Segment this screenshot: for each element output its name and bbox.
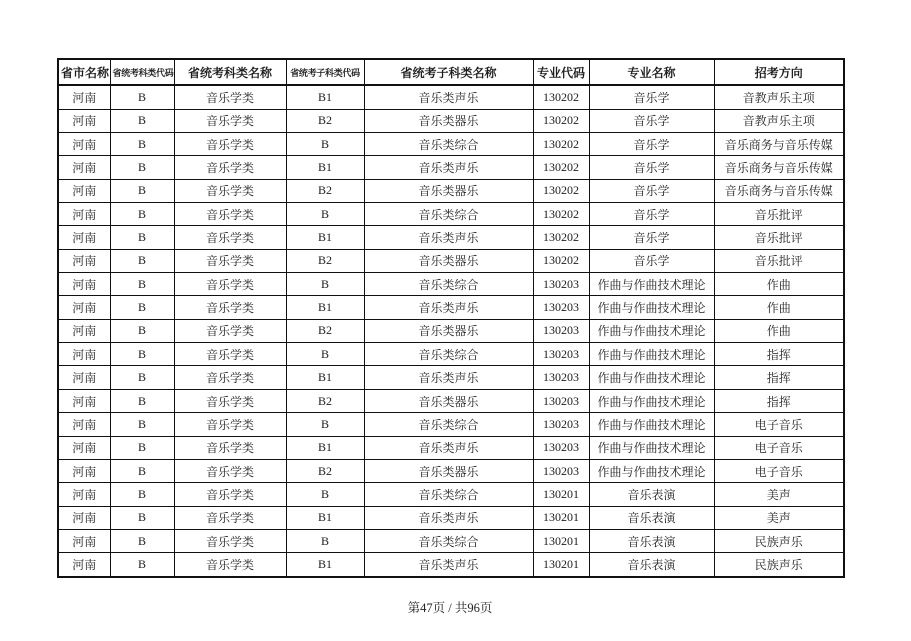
table-cell: 音乐类器乐 — [364, 249, 533, 272]
table-cell: 130201 — [533, 529, 589, 552]
table-cell: 音乐批评 — [714, 202, 844, 225]
table-cell: B1 — [286, 436, 364, 459]
table-cell: 河南 — [58, 436, 110, 459]
table-cell: 河南 — [58, 319, 110, 342]
table-cell: 作曲与作曲技术理论 — [589, 296, 714, 319]
table-cell: 音乐学类 — [174, 156, 286, 179]
table-cell: B — [110, 506, 174, 529]
table-cell: 音乐学类 — [174, 389, 286, 412]
table-row — [58, 319, 844, 342]
table-cell: B2 — [286, 179, 364, 202]
table-cell: 音乐类器乐 — [364, 109, 533, 132]
table-cell: 音乐商务与音乐传媒 — [714, 179, 844, 202]
table-cell: B — [286, 483, 364, 506]
table-row — [58, 389, 844, 412]
header-cell: 专业名称 — [589, 59, 714, 85]
table-row — [58, 179, 844, 202]
table-cell: 音乐批评 — [714, 249, 844, 272]
table-cell: 130202 — [533, 249, 589, 272]
table-cell: 130201 — [533, 483, 589, 506]
table-cell: 作曲与作曲技术理论 — [589, 413, 714, 436]
table-cell: 音乐类器乐 — [364, 459, 533, 482]
table-cell: 音乐学类 — [174, 413, 286, 436]
table-cell: 音乐学 — [589, 132, 714, 155]
table-cell: 音乐学 — [589, 85, 714, 109]
table-cell: 音乐类综合 — [364, 529, 533, 552]
table-cell: 作曲与作曲技术理论 — [589, 389, 714, 412]
table-cell: 音乐批评 — [714, 226, 844, 249]
table-cell: 音乐类器乐 — [364, 389, 533, 412]
table-cell: 音乐学类 — [174, 202, 286, 225]
table-body — [58, 85, 844, 577]
table-cell: 130203 — [533, 366, 589, 389]
table-cell: 音乐类综合 — [364, 273, 533, 296]
table-cell: 作曲 — [714, 296, 844, 319]
table-cell: 音乐学类 — [174, 85, 286, 109]
table-cell: 河南 — [58, 529, 110, 552]
table-cell: B — [110, 459, 174, 482]
table-row — [58, 226, 844, 249]
table-row — [58, 366, 844, 389]
table-cell: 音乐类器乐 — [364, 179, 533, 202]
table-cell: 130203 — [533, 389, 589, 412]
table-cell: 130202 — [533, 226, 589, 249]
table-cell: 河南 — [58, 389, 110, 412]
table-cell: 130203 — [533, 343, 589, 366]
table-cell: 130203 — [533, 436, 589, 459]
table-cell: 音教声乐主项 — [714, 109, 844, 132]
table-cell: 音乐类声乐 — [364, 553, 533, 577]
table-cell: B — [110, 389, 174, 412]
table-cell: 河南 — [58, 179, 110, 202]
table-row — [58, 343, 844, 366]
table-cell: 130201 — [533, 553, 589, 577]
table-cell: B — [110, 529, 174, 552]
table-cell: 130203 — [533, 296, 589, 319]
table-cell: 指挥 — [714, 366, 844, 389]
table-cell: B2 — [286, 319, 364, 342]
table-cell: 音乐学类 — [174, 506, 286, 529]
table-cell: 河南 — [58, 506, 110, 529]
header-cell: 省统考子科类代码 — [286, 59, 364, 85]
table-head — [58, 59, 844, 85]
table-cell: 河南 — [58, 249, 110, 272]
table-cell: 音乐学类 — [174, 296, 286, 319]
table-cell: 音乐类声乐 — [364, 436, 533, 459]
admissions-table — [57, 58, 845, 578]
table-cell: 河南 — [58, 273, 110, 296]
table-cell: 河南 — [58, 156, 110, 179]
table-cell: 河南 — [58, 413, 110, 436]
table-cell: B2 — [286, 249, 364, 272]
table-cell: 作曲与作曲技术理论 — [589, 366, 714, 389]
table-cell: 音乐学类 — [174, 459, 286, 482]
table-cell: B — [286, 273, 364, 296]
table-cell: B — [286, 132, 364, 155]
table-cell: 指挥 — [714, 343, 844, 366]
table-cell: 音乐类声乐 — [364, 506, 533, 529]
table-cell: B — [110, 366, 174, 389]
table-cell: 河南 — [58, 366, 110, 389]
table-cell: 河南 — [58, 202, 110, 225]
table-cell: 音乐学 — [589, 226, 714, 249]
table-row — [58, 459, 844, 482]
table-cell: 指挥 — [714, 389, 844, 412]
table-cell: 音乐表演 — [589, 506, 714, 529]
table-cell: 音乐表演 — [589, 483, 714, 506]
table-cell: 音乐学 — [589, 202, 714, 225]
table-cell: 河南 — [58, 85, 110, 109]
table-cell: 河南 — [58, 226, 110, 249]
table-cell: 音乐类综合 — [364, 483, 533, 506]
table-cell: 作曲 — [714, 273, 844, 296]
table-cell: B2 — [286, 109, 364, 132]
table-cell: 电子音乐 — [714, 413, 844, 436]
table-cell: B — [110, 273, 174, 296]
table-cell: 民族声乐 — [714, 553, 844, 577]
table-cell: 音乐学 — [589, 109, 714, 132]
table-cell: 音乐学类 — [174, 436, 286, 459]
table-cell: 130202 — [533, 85, 589, 109]
table-cell: B — [286, 202, 364, 225]
table-cell: 作曲与作曲技术理论 — [589, 343, 714, 366]
table-cell: 130202 — [533, 109, 589, 132]
table-cell: B — [110, 249, 174, 272]
table-row — [58, 436, 844, 459]
table-cell: 作曲与作曲技术理论 — [589, 319, 714, 342]
table-cell: 音乐学 — [589, 179, 714, 202]
table-cell: 音乐学类 — [174, 343, 286, 366]
table-cell: B — [110, 319, 174, 342]
table-row — [58, 553, 844, 577]
table-cell: 民族声乐 — [714, 529, 844, 552]
table-cell: B — [110, 343, 174, 366]
table-row — [58, 413, 844, 436]
table-cell: 音乐学类 — [174, 179, 286, 202]
table-cell: 音乐学类 — [174, 553, 286, 577]
table-cell: 音乐表演 — [589, 529, 714, 552]
header-cell: 省市名称 — [58, 59, 110, 85]
table-cell: B1 — [286, 226, 364, 249]
table-cell: 130202 — [533, 132, 589, 155]
table-cell: 音乐类综合 — [364, 413, 533, 436]
table-cell: 音乐类器乐 — [364, 319, 533, 342]
table-cell: 河南 — [58, 343, 110, 366]
table-cell: 音乐学类 — [174, 483, 286, 506]
table-cell: B — [110, 413, 174, 436]
table-row — [58, 296, 844, 319]
header-cell: 省统考科类代码 — [110, 59, 174, 85]
table-cell: 音乐商务与音乐传媒 — [714, 156, 844, 179]
table-cell: 130202 — [533, 202, 589, 225]
table-cell: 音乐学 — [589, 249, 714, 272]
table-cell: 河南 — [58, 483, 110, 506]
table-cell: 音乐学类 — [174, 366, 286, 389]
table-cell: B — [110, 179, 174, 202]
table-cell: B — [110, 156, 174, 179]
table-cell: 音乐类声乐 — [364, 296, 533, 319]
table-row — [58, 202, 844, 225]
table-cell: 音乐类综合 — [364, 132, 533, 155]
table-cell: B — [110, 132, 174, 155]
table-cell: 电子音乐 — [714, 459, 844, 482]
table-cell: 130203 — [533, 273, 589, 296]
table-cell: B — [110, 202, 174, 225]
table-cell: 河南 — [58, 296, 110, 319]
table-cell: 美声 — [714, 506, 844, 529]
table-cell: 音乐类声乐 — [364, 85, 533, 109]
table-cell: B — [110, 296, 174, 319]
table-cell: B — [286, 413, 364, 436]
table-cell: B1 — [286, 366, 364, 389]
table-cell: 河南 — [58, 109, 110, 132]
table-cell: 音乐商务与音乐传媒 — [714, 132, 844, 155]
header-cell: 专业代码 — [533, 59, 589, 85]
table-row — [58, 273, 844, 296]
table-row — [58, 85, 844, 109]
table-cell: 音乐表演 — [589, 553, 714, 577]
table-row — [58, 483, 844, 506]
table-cell: 音乐学类 — [174, 319, 286, 342]
table-cell: 音乐学类 — [174, 132, 286, 155]
table-header-row — [58, 59, 844, 85]
table-cell: 音乐类综合 — [364, 202, 533, 225]
table-row — [58, 249, 844, 272]
table-row — [58, 109, 844, 132]
table-cell: 音乐类综合 — [364, 343, 533, 366]
table-cell: 130203 — [533, 459, 589, 482]
table-cell: 音乐学类 — [174, 109, 286, 132]
table-cell: B1 — [286, 553, 364, 577]
table-row — [58, 506, 844, 529]
table-cell: 作曲与作曲技术理论 — [589, 273, 714, 296]
table-cell: 音乐学类 — [174, 249, 286, 272]
table-cell: B1 — [286, 506, 364, 529]
table-cell: 河南 — [58, 553, 110, 577]
table-cell: B — [286, 343, 364, 366]
table-cell: B — [286, 529, 364, 552]
table-cell: B — [110, 483, 174, 506]
table-cell: B — [110, 109, 174, 132]
table-cell: 130203 — [533, 413, 589, 436]
table-cell: 130202 — [533, 156, 589, 179]
table-cell: 河南 — [58, 459, 110, 482]
table-cell: B — [110, 226, 174, 249]
table-cell: 音乐学 — [589, 156, 714, 179]
table-cell: 河南 — [58, 132, 110, 155]
table-cell: B2 — [286, 459, 364, 482]
table-cell: 音乐学类 — [174, 226, 286, 249]
table-cell: B1 — [286, 156, 364, 179]
table-row — [58, 156, 844, 179]
table-cell: B2 — [286, 389, 364, 412]
table-cell: B — [110, 553, 174, 577]
table-cell: 音教声乐主项 — [714, 85, 844, 109]
table-cell: 音乐类声乐 — [364, 156, 533, 179]
table-cell: 音乐学类 — [174, 273, 286, 296]
table-cell: 音乐类声乐 — [364, 226, 533, 249]
header-cell: 招考方向 — [714, 59, 844, 85]
table-cell: 电子音乐 — [714, 436, 844, 459]
table-cell: 130202 — [533, 179, 589, 202]
table-cell: 音乐类声乐 — [364, 366, 533, 389]
table-cell: 130201 — [533, 506, 589, 529]
page-number: 第47页 / 共96页 — [407, 601, 493, 615]
header-cell: 省统考子科类名称 — [364, 59, 533, 85]
table-cell: B1 — [286, 296, 364, 319]
table-cell: 作曲与作曲技术理论 — [589, 459, 714, 482]
table-cell: 美声 — [714, 483, 844, 506]
header-cell: 省统考科类名称 — [174, 59, 286, 85]
table-row — [58, 132, 844, 155]
table-cell: B1 — [286, 85, 364, 109]
table-row — [58, 529, 844, 552]
table-cell: 作曲与作曲技术理论 — [589, 436, 714, 459]
table-cell: B — [110, 85, 174, 109]
table-cell: 音乐学类 — [174, 529, 286, 552]
table-cell: 作曲 — [714, 319, 844, 342]
table-cell: 130203 — [533, 319, 589, 342]
table-cell: B — [110, 436, 174, 459]
